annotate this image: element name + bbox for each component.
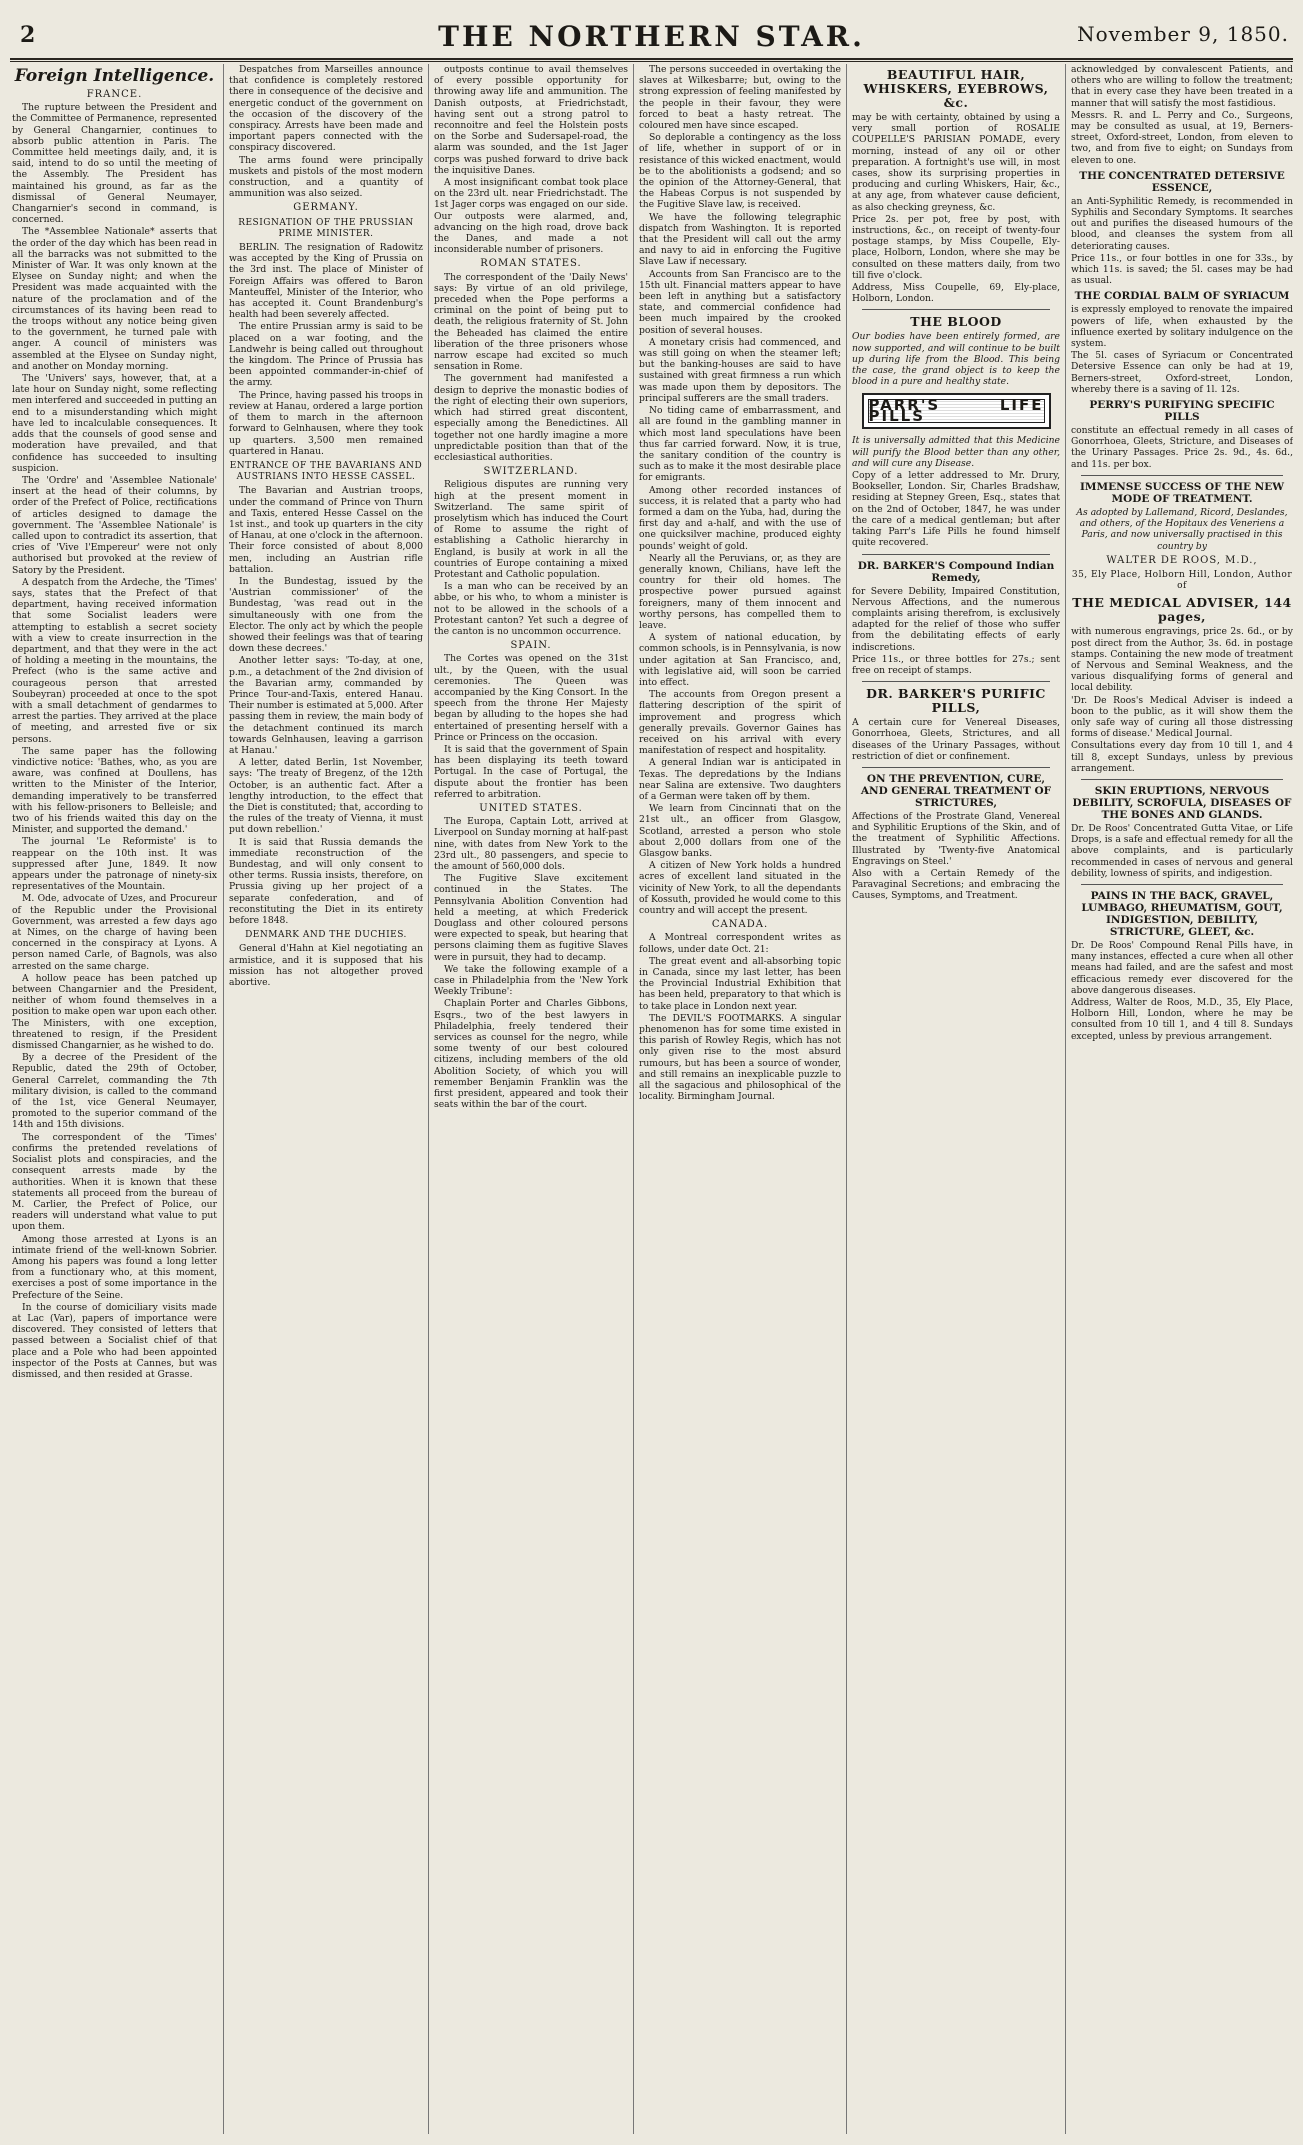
paragraph: The *Assemblee Nationale* asserts that the order of the day which has been read in all the barracks was not submitted to the Minister of War. It was only known at the Elysee on Sunday night; and when the President was made acquainted with the nature of the proclamation and of the circumstances of its having been read to the troops without any notice being given to the government, he turned pale with anger. A council of ministers was assembled at the Elysee on Sunday night, and another on Monday morning. xyxy=(12,226,217,372)
ad-text: Dr. De Roos' Compound Renal Pills have, in many instances, effected a cure when all other means had failed, and are the safest and most efficacious remedy ever discovered for the above dangerous diseases. xyxy=(1071,939,1293,996)
subheading-united-states: UNITED STATES. xyxy=(479,803,583,814)
ad-title-pains-in-back: PAINS IN THE BACK, GRAVEL, LUMBAGO, RHEUMATISM, GOUT, INDIGESTION, DEBILITY, STRICTURE, GLEET, &c. xyxy=(1081,889,1283,938)
paragraph: The correspondent of the 'Daily News' says: By virtue of an old privilege, preceded when the Pope performs a criminal on the point of being put to death, the religious fraternity of St. John the Beheaded has claimed the entire liberation of the three prisoners whose narrow escape had excited so much sensation in Rome. xyxy=(434,271,628,373)
subheading-resignation: RESIGNATION OF THE PRUSSIAN PRIME MINISTER. xyxy=(238,217,414,239)
ad-text: is expressly employed to renovate the impaired powers of life, when exhausted by the influence exerted by solitary indulgence on the system. xyxy=(1071,304,1293,350)
paragraph: By a decree of the President of the Republic, dated the 29th of October, General Carrelet, commanding the 7th military division, is called to the command of the 1st, vice General Neumayer, promoted to the superior command of the 14th and 15th divisions. xyxy=(12,1052,217,1131)
ad-title-prevention-cure: ON THE PREVENTION, CURE, AND GENERAL TREATMENT OF STRICTURES, xyxy=(860,772,1052,809)
paragraph: No tiding came of embarrassment, and all are found in the gambling manner in which most land speculations have been thus far carried forward. Now, it is true, the sanitary condition of the country is such as to make it the most desirable place for emigrants. xyxy=(639,405,841,484)
paragraph: A letter, dated Berlin, 1st November, says: 'The treaty of Bregenz, of the 12th October, is an authentic fact. After a lengthy introduction, to the effect that the Diet is constituted; that, according to the rules of the treaty of Vienna, it must put down rebellion.' xyxy=(229,757,423,836)
ad-text: 'Dr. De Roos's Medical Adviser is indeed a boon to the public, as it will show them the only safe way of curing all those distressing forms of disease.' Medical Journal. xyxy=(1071,694,1293,740)
ad-title-skin-eruptions: SKIN ERUPTIONS, NERVOUS DEBILITY, SCROFULA, DISEASES OF THE BONES AND GLANDS. xyxy=(1072,784,1292,821)
paragraph: A Montreal correspondent writes as follows, under date Oct. 21: xyxy=(639,932,841,955)
subheading-denmark: DENMARK AND THE DUCHIES. xyxy=(245,930,407,941)
ad-title-beautiful-hair: BEAUTIFUL HAIR, WHISKERS, EYEBROWS, &c. xyxy=(863,67,1049,110)
paragraph: The Bavarian and Austrian troops, under the command of Prince von Thurn and Taxis, entered Hesse Cassel on the 1st inst., and took up quarters in the city of Hanau, at one o'clock in the afternoon. Their force consisted of about 8,000 men, including an Austrian rifle battalion. xyxy=(229,485,423,575)
ad-divider xyxy=(1081,884,1283,885)
ad-divider xyxy=(862,767,1050,768)
ad-title-purific-pills: DR. BARKER'S PURIFIC PILLS, xyxy=(866,686,1046,716)
subheading-france: FRANCE. xyxy=(86,89,143,100)
ad-text: Copy of a letter addressed to Mr. Drury, Bookseller, London. Sir, Charles Bradshaw, residing at Stepney Green, Esq., states that on the 2nd of October, 1847, he was under the care of a medical gentleman; but after taking Parr's Life Pills he found himself quite recovered. xyxy=(852,470,1060,549)
header-rule xyxy=(10,58,1293,60)
paragraph: A hollow peace has been patched up between Changarnier and the President, neither of whom found themselves in a position to make open war upon each other. The Ministers, with one exception, threatened to resign, if the President dismissed Changarnier, as he wished to do. xyxy=(12,972,217,1052)
paragraph: BERLIN. The resignation of Radowitz was accepted by the King of Prussia on the 3rd inst. The place of Minister of Foreign Affairs was offered to Baron Manteuffel, Minister of the Interior, who has accepted it. Count Brandenburg's health had been severely affected. xyxy=(229,242,423,321)
paragraph: Religious disputes are running very high at the present moment in Switzerland. The same spirit of proselytism which has induced the Court of Rome to assume the right of establishing a Catholic hierarchy in England, is busily at work in all the countries of Europe containing a mixed Protestant and Catholic population. xyxy=(434,479,628,580)
subheading-spain: SPAIN. xyxy=(510,640,552,652)
paragraph: M. Ode, advocate of Uzes, and Procureur of the Republic under the Provisional Government, was arrested a few days ago at Nimes, on the charge of having been concerned in the conspiracy at Lyons. A person named Carle, of Bagnols, was also arrested on the same charge. xyxy=(12,893,217,972)
ad-divider xyxy=(862,554,1050,555)
paragraph: A general Indian war is anticipated in Texas. The depredations by the Indians near Salina are extensive. Two daughters of a German were taken off by them. xyxy=(639,757,841,802)
ad-text: Affections of the Prostrate Gland, Venereal and Syphilitic Eruptions of the Skin, and of the treatment of Syphilitic Affections. Illustrated by 'Twenty-five Anatomical Engravings on Steel.' xyxy=(852,810,1060,867)
ad-title-perrys-pills: PERRY'S PURIFYING SPECIFIC PILLS xyxy=(1089,399,1275,424)
subheading-switzerland: SWITZERLAND. xyxy=(483,466,579,478)
paragraph: The DEVIL'S FOOTMARKS. A singular phenomenon has for some time existed in this parish of Rowley Regis, which has not only given rise to the most absurd rumours, but has been a source of wonder, and still remains an inexplicable puzzle to all the sagacious and philosophical of the locality. Birmingham Journal. xyxy=(639,1012,841,1103)
ad-text: for Severe Debility, Impaired Constitution, Nervous Affections, and the numerous complaints arising therefrom, is exclusively adapted for the relief of those who suffer from the debilitating effects of early indiscretions. xyxy=(852,585,1060,653)
paragraph: We learn from Cincinnati that on the 21st ult., an officer from Glasgow, Scotland, arrested a person who stole about 2,000 dollars from one of the Glasgow banks. xyxy=(639,803,841,860)
ad-text: Our bodies have been entirely formed, are now supported, and will continue to be built up during life from the Blood. This being the case, the grand object is to keep the blood in a pure and healthy state. xyxy=(852,331,1060,388)
ad-text: an Anti-Syphilitic Remedy, is recommended in Syphilis and Secondary Symptoms. It searches out and purifies the diseased humours of the blood, and cleanses the system from all deteriorating causes. xyxy=(1071,195,1293,252)
ad-title-the-blood: THE BLOOD xyxy=(910,314,1002,330)
column-divider xyxy=(223,64,224,2134)
paragraph: Accounts from San Francisco are to the 15th ult. Financial matters appear to have been left in anything but a satisfactory state, and commercial confidence had been much impaired by the crooked position of several houses. xyxy=(639,268,841,336)
subheading-bavarians: ENTRANCE OF THE BAVARIANS AND AUSTRIANS INTO HESSE CASSEL. xyxy=(229,460,423,483)
paragraph: The persons succeeded in overtaking the slaves at Wilkesbarre; but, owing to the strong expression of feeling manifested by the people in their favour, they were forced to beat a hasty retreat. The coloured men have since escaped. xyxy=(639,64,841,132)
ad-text: Also with a Certain Remedy of the Paravaginal Secretions; and embracing the Causes, Symptoms, and Treatment. xyxy=(852,867,1060,902)
ad-title-medical-adviser: THE MEDICAL ADVISER, 144 pages, xyxy=(1072,595,1292,625)
ad-text: Dr. De Roos' Concentrated Gutta Vitae, or Life Drops, is a safe and effectual remedy for all the above complaints, and is particularly recommended in cases of nervous and general debility, lowness of spirits, and indigestion. xyxy=(1071,822,1293,879)
ad-text: As adopted by Lallemand, Ricord, Deslandes, and others, of the Hopitaux des Veneriens a Paris, and now universally practised in this country by xyxy=(1076,506,1288,552)
column-4 xyxy=(639,64,841,2134)
ad-divider xyxy=(862,309,1050,310)
paragraph: The arms found were principally muskets and pistols of the most modern construction, and a quantity of ammunition was also seized. xyxy=(229,154,423,200)
paragraph: A most insignificant combat took place on the 23rd ult. near Friedrichstadt. The 1st Jager corps was engaged on our side. Our outposts were alarmed, and, advancing on the high road, drove back the Danes, and made a not inconsiderable number of prisoners. xyxy=(434,177,628,256)
column-5-advertisements xyxy=(852,64,1060,2134)
paragraph: Another letter says: 'To-day, at one, p.m., a detachment of the 2nd division of the Bavarian army, commanded by Prince Tour-and-Taxis, entered Hanau. Their number is estimated at 5,000. After passing them in review, the main body of the detachment continued its march towards Gelnhausen, leaving a garrison at Hanau.' xyxy=(229,655,423,756)
paragraph: So deplorable a contingency as the loss of life, whether in support of or in resistance of this wicked enactment, would be to the abolitionists a godsend; and so the opinion of the Attorney-General, that the Habeas Corpus is not suspended by the Fugitive Slave law, is received. xyxy=(639,132,841,211)
paragraph: The 'Ordre' and 'Assemblee Nationale' insert at the head of their columns, by order of the Prefect of Police, rectifications of articles designed to damage the government. The 'Assemblee Nationale' is called upon to contradict its assertion, that cries of 'Vive l'Empereur' were not only authorised but provoked at the review of Satory by the President. xyxy=(12,474,217,576)
paragraph: The Prince, having passed his troops in review at Hanau, ordered a large portion of them to march in the afternoon forward to Gelnhausen, where they took up quarters. 3,500 men remained quartered in Hanau. xyxy=(229,389,423,457)
paragraph: The rupture between the President and the Committee of Permanence, represented by General Changarnier, continues to absorb public attention in Paris. The Committee held meetings daily, and, it is said, intend to do so until the meeting of the Assembly. The President has maintained his ground, as far as the dismissal of General Neumayer, Changarnier's second in command, is concerned. xyxy=(12,102,217,226)
paragraph: A despatch from the Ardeche, the 'Times' says, states that the Prefect of that department, having received information that some Socialist leaders were attempting to establish a secret society with a view to create insurrection in the department, and that they were in the act of holding a meeting in the mountains, the Prefect (who is the same active and courageous person that arrested Soubeyran) proceeded at once to the spot with a small detachment of gendarmes to arrest the parties. They arrived at the place of meeting, and arrested five or six persons. xyxy=(12,576,217,745)
ad-text: It is universally admitted that this Medicine will purify the Blood better than any other, and will cure any Disease. xyxy=(852,435,1060,469)
paragraph: The great event and all-absorbing topic in Canada, since my last letter, has been the Provincial Industrial Exhibition that has been held, preparatory to that which is to take place in London next year. xyxy=(639,955,841,1012)
column-3 xyxy=(434,64,628,2134)
paragraph: The same paper has the following vindictive notice: 'Bathes, who, as you are aware, was confined at Doullens, has written to the Minister of the Interior, demanding imperatively to be transferred with his fellow-prisoners to Belleisle; and two of his friends waited this day on the Minister, and supported the demand.' xyxy=(12,745,217,836)
paragraph: A monetary crisis had commenced, and was still going on when the steamer left; but the banking-houses are said to have sustained with great firmness a run which was made upon them by depositors. The principal sufferers are the small traders. xyxy=(639,336,841,404)
page-number: 2 xyxy=(20,22,36,48)
column-2 xyxy=(229,64,423,2134)
issue-date: November 9, 1850. xyxy=(1077,22,1289,46)
ad-text: with numerous engravings, price 2s. 6d., or by post direct from the Author, 3s. 6d. in postage stamps. Containing the new mode of treatment of Nervous and Seminal Weakness, and the various disqualifying forms of general and local debility. xyxy=(1071,626,1293,694)
paragraph: outposts continue to avail themselves of every possible opportunity for throwing away life and ammunition. The Danish outposts, at Friedrichstadt, having sent out a strong patrol to reconnoitre and feel the Holstein posts on the Sorbe and Sudersapel-road, the alarm was sounded, and the 1st Jager corps was pushed forward to drive back the inquisitive Danes. xyxy=(434,64,628,176)
paragraph: The journal 'Le Reformiste' is to reappear on the 10th inst. It was suppressed after June, 1849. It now appears under the patronage of ninety-six representatives of the Mountain. xyxy=(12,836,217,893)
paragraph: The 'Univers' says, however, that, at a late hour on Sunday night, some reflecting men interfered and succeeded in putting an end to a misunderstanding which might have led to incalculable consequences. It adds that the counsels of good sense and moderation have prevailed, and that confidence has succeeded to insulting suspicion. xyxy=(12,373,217,474)
ad-text: constitute an effectual remedy in all cases of Gonorrhoea, Gleets, Stricture, and Diseases of the Urinary Passages. Price 2s. 9d., 4s. 6d., and 11s. per box. xyxy=(1071,425,1293,470)
column-divider xyxy=(1065,64,1066,2134)
ad-title-detersive-essence: THE CONCENTRATED DETERSIVE ESSENCE, xyxy=(1079,169,1285,194)
paragraph: The Cortes was opened on the 31st ult., by the Queen, with the usual ceremonies. The Queen was accompanied by the King Consort. In the speech from the throne Her Majesty began by alluding to the hopes she had entertained of presenting herself with a Prince or Princess on the occasion. xyxy=(434,653,628,743)
ad-title-cordial-balm: THE CORDIAL BALM OF SYRIACUM xyxy=(1074,290,1290,303)
paragraph: Among those arrested at Lyons is an intimate friend of the well-known Sobrier. Among his papers was found a long letter from a functionary who, at this moment, exercises a post of some importance in the Prefecture of the Seine. xyxy=(12,1233,217,1301)
paragraph: Chaplain Porter and Charles Gibbons, Esqrs., two of the best lawyers in Philadelphia, freely tendered their services as counsel for the negro, while some twenty of our best coloured citizens, including members of the old Abolition Society, of which you will remember Benjamin Franklin was the first president, appeared and took their seats within the bar of the court. xyxy=(434,998,628,1111)
ad-text: Consultations every day from 10 till 1, and 4 till 8, except Sundays, unless by previous arrangement. xyxy=(1071,740,1293,774)
ad-text: The 5l. cases of Syriacum or Concentrated Detersive Essence can only be had at 19, Berners-street, Oxford-street, London, whereby there is a saving of 1l. 12s. xyxy=(1071,350,1293,395)
ad-text: acknowledged by convalescent Patients, and others who are willing to follow the treatment; that in every case they have been treated in a manner that will satisfy the most fastidious. xyxy=(1071,64,1293,109)
ad-title-immense-success: IMMENSE SUCCESS OF THE NEW MODE OF TREATMENT. xyxy=(1079,480,1285,505)
paragraph: Despatches from Marseilles announce that confidence is completely restored there in consequence of the decisive and energetic conduct of the government on the occasion of the discovery of the conspiracy. Arrests have been made and important papers connected with the conspiracy discovered. xyxy=(229,64,423,154)
column-divider xyxy=(846,64,847,2134)
paragraph: We have the following telegraphic dispatch from Washington. It is reported that the President will call out the army and navy to aid in enforcing the Fugitive Slave Law if necessary. xyxy=(639,211,841,268)
column-1 xyxy=(12,64,217,2134)
ad-text: may be with certainty, obtained by using a very small portion of ROSALIE COUPELLE'S PARISIAN POMADE, every morning, instead of any oil or other preparation. A fortnight's use will, in most cases, show its surprising properties in producing and curling Whiskers, Hair, &c., at any age, from whatever cause deficient, as also checking greyness, &c. xyxy=(852,112,1060,213)
paragraph: The accounts from Oregon present a flattering description of the spirit of improvement and progress which generally prevails. Governor Gaines has received on his arrival with every manifestation of respect and hospitality. xyxy=(639,689,841,757)
paragraph: A system of national education, by common schools, is in Pennsylvania, is now under agitation at San Francisco, and, with legislative aid, will soon be carried into effect. xyxy=(639,632,841,688)
section-heading-foreign: Foreign Intelligence. xyxy=(14,66,215,86)
masthead-title: THE NORTHERN STAR. xyxy=(438,20,865,53)
ad-text: Address, Miss Coupelle, 69, Ely-place, Holborn, London. xyxy=(852,282,1060,305)
ad-divider xyxy=(1081,475,1283,476)
paragraph: It is said that Russia demands the immediate reconstruction of the Bundestag, and will only consent to other terms. Russia insists, therefore, on Prussia giving up her project of a separate confederation, and of reconstituting the Diet in its entirety before 1848. xyxy=(229,836,423,927)
ad-text: A certain cure for Venereal Diseases, Gonorrhoea, Gleets, Strictures, and all diseases of the Urinary Passages, without restriction of diet or confinement. xyxy=(852,717,1060,762)
ad-text: Price 2s. per pot, free by post, with instructions, &c., on receipt of twenty-four postage stamps, by Miss Coupelle, Ely-place, Holborn, London, where she may be consulted on these matters daily, from two till five o'clock. xyxy=(852,213,1060,281)
paragraph: Nearly all the Peruvians, or, as they are generally known, Chilians, have left the country for their old homes. The prospective power pursued against foreigners, many of them innocent and worthy persons, has compelled them to leave. xyxy=(639,552,841,631)
paragraph: The Europa, Captain Lott, arrived at Liverpool on Sunday morning at half-past nine, with dates from New York to the 23rd ult., 80 passengers, and specie to the amount of 560,000 dols. xyxy=(434,816,628,873)
ad-divider xyxy=(1081,779,1283,780)
paragraph: In the Bundestag, issued by the 'Austrian commissioner' of the Bundestag, 'was read out in the simultaneously with one from the Elector. The only act by which the people showed their feelings was that of tearing down these decrees.' xyxy=(229,575,423,655)
paragraph: The Fugitive Slave excitement continued in the States. The Pennsylvania Abolition Convention had held a meeting, at which Frederick Douglass and other coloured persons were expected to speak, but hearing that persons claiming them as fugitive Slaves were in pursuit, they had to decamp. xyxy=(434,873,628,963)
parrs-life-pills-stamp xyxy=(862,393,1051,429)
ad-text: Address, Walter de Roos, M.D., 35, Ely Place, Holborn Hill, London, where he may be consulted from 10 till 1, and 4 till 8. Sundays excepted, unless by previous arrangement. xyxy=(1071,996,1293,1042)
ad-doctor-name: WALTER DE ROOS, M.D., xyxy=(1106,554,1258,566)
ad-text: Messrs. R. and L. Perry and Co., Surgeons, may be consulted as usual, at 19, Berners-street, Oxford-street, London, from eleven to two, and from five to eight; on Sundays from eleven to one. xyxy=(1071,109,1293,166)
stamp-label: PARR'S LIFE PILLS xyxy=(868,396,1044,426)
column-6-advertisements xyxy=(1071,64,1293,2134)
subheading-germany: GERMANY. xyxy=(293,202,359,214)
article-body xyxy=(12,102,217,1380)
paragraph: The government had manifested a design to deprive the monastic bodies of the right of electing their own superiors, which had stirred great discontent, especially among the Benedictines. All together not one hardly imagine a more unpredictable position than that of the ecclesiastical authorities. xyxy=(434,373,628,463)
paragraph: It is said that the government of Spain has been displaying its teeth toward Portugal. In the case of Portugal, the dispute about the frontier has been referred to arbitration. xyxy=(434,743,628,800)
paragraph: We take the following example of a case in Philadelphia from the 'New York Weekly Tribune': xyxy=(434,963,628,998)
ad-address: 35, Ely Place, Holborn Hill, London, Author of xyxy=(1071,569,1293,592)
paragraph: Among other recorded instances of success, it is related that a party who had formed a dam on the Yuba, had, during the first day and a-half, and with the use of one quicksilver machine, produced eighty pounds' weight of gold. xyxy=(639,484,841,552)
ad-text: Price 11s., or three bottles for 27s.; sent free on receipt of stamps. xyxy=(852,653,1060,676)
paragraph: Is a man who can be received by an abbe, or his who, to whom a minister is not to be allowed in the schools of a Protestant canton? Yet such a degree of the canton is no uncommon occurrence. xyxy=(434,581,628,637)
paragraph: A citizen of New York holds a hundred acres of excellent land situated in the vicinity of New York, to all the dependants of Kossuth, provided he would come to this country and will accept the present. xyxy=(639,860,841,917)
paragraph: The entire Prussian army is said to be placed on a war footing, and the Landwehr is being called out throughout the kingdom. The Prince of Prussia has been appointed commander-in-chief of the army. xyxy=(229,321,423,389)
paragraph: The correspondent of the 'Times' confirms the pretended revelations of Socialist plots and conspiracies, and the consequent arrests made by the authorities. When it is known that these statements all proceed from the bureau of M. Carlier, the Prefect of Police, our readers will understand what value to put upon them. xyxy=(12,1131,217,1233)
header-rule-thin xyxy=(10,61,1293,62)
ad-text: Price 11s., or four bottles in one for 33s., by which 11s. is saved; the 5l. cases may be had as usual. xyxy=(1071,252,1293,287)
paragraph: General d'Hahn at Kiel negotiating an armistice, and it is supposed that his mission has not altogether proved abortive. xyxy=(229,943,423,989)
subheading-canada: CANADA. xyxy=(711,919,769,931)
ad-divider xyxy=(862,681,1050,682)
column-divider xyxy=(633,64,634,2134)
column-divider xyxy=(428,64,429,2134)
subheading-roman-states: ROMAN STATES. xyxy=(480,258,582,270)
page-header xyxy=(0,0,1303,62)
ad-title-barkers-remedy: DR. BARKER'S Compound Indian Remedy, xyxy=(857,559,1055,584)
paragraph: In the course of domiciliary visits made at Lac (Var), papers of importance were discovered. They consisted of letters that passed between a Socialist chief of that place and a Pole who had been appointed inspector of the Posts at Cannes, but was dismissed, and then resided at Grasse. xyxy=(12,1301,217,1380)
